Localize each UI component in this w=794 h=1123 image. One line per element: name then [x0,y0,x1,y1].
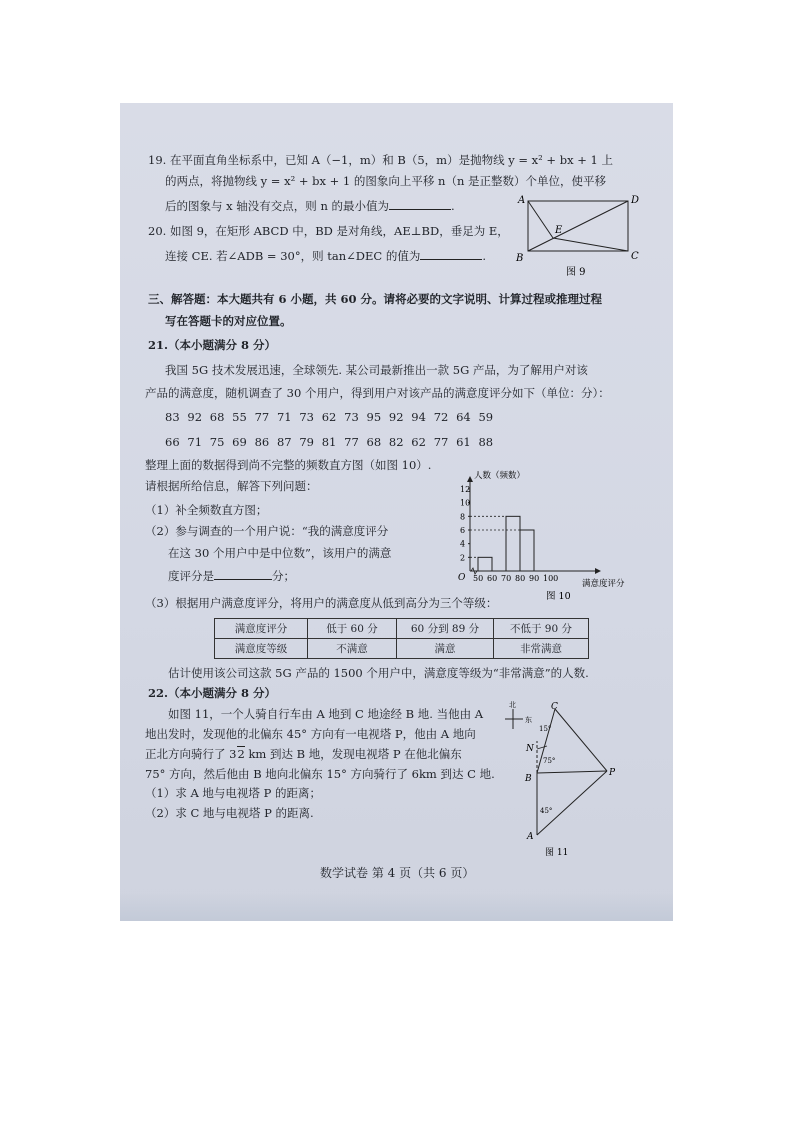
label-c: C [631,251,639,262]
y-axis-arrow [467,476,473,482]
section3-line1: 三、解答题：本大题共有 6 小题，共 60 分。请将必要的文字说明、计算过程或推理过程 [148,292,603,306]
score-value: 92 [388,410,404,424]
label-p: P [609,768,616,778]
q22-line2: 地出发时，发现他的北偏东 45° 方向有一电视塔 P，他由 A 地向 [145,727,476,741]
angle-15-label: 15° [539,725,552,733]
x-tick-label: 90 [529,574,540,583]
x-tick-label: 70 [501,574,512,583]
x-tick-label: 100 [543,574,559,583]
x-axis-label: 满意度评分 [582,579,625,589]
score-value: 86 [254,435,270,449]
q22-line3-rest: km 到达 B 地，发现电视塔 P 在他北偏东 [244,747,462,761]
q20-line2-text: 连接 CE. 若∠ADB = 30°，则 tan∠DEC 的值为 [165,249,421,263]
diagonal-bd [528,201,628,251]
x-tick-label: 80 [515,574,526,583]
table-cell: 低于 60 分 [308,619,397,639]
q19-line2: 的两点，将抛物线 y = x² + bx + 1 的图象向上平移 n（n 是正整数）个单位，使平移 [165,174,607,188]
score-value: 77 [344,435,359,449]
q21-title: 21.（本小题满分 8 分） [148,338,277,352]
page-footer: 数学试卷 第 4 页（共 6 页） [320,866,475,880]
table-row [215,619,589,639]
score-row-2 [165,435,501,449]
y-axis-label: 人数（频数） [474,471,526,481]
q21-intro1: 我国 5G 技术发展迅速，全球领先. 某公司最新推出一款 5G 产品，为了解用户对该 [165,363,588,377]
label-e: E [555,225,563,236]
score-value: 94 [411,410,426,424]
score-value: 82 [388,435,404,449]
score-row-1 [165,410,501,424]
q22-title: 22.（本小题满分 8 分） [148,686,277,700]
label-n: N [526,744,534,754]
satisfaction-level-table [214,618,589,659]
q19-line3-text: 后的图象与 x 轴没有交点，则 n 的最小值为 [165,199,390,213]
score-value: 79 [299,435,314,449]
point-n-marker [537,746,547,749]
q22-line3 [145,747,462,762]
q21-part3: （3）根据用户满意度评分，将用户的满意度从低到高分为三个等级： [145,596,498,610]
score-value: 95 [366,410,382,424]
score-value: 77 [254,410,270,424]
q21-part1: （1）补全频数直方图； [145,503,268,517]
y-tick-label: 10 [460,498,471,508]
segment-bp [537,771,607,773]
compass-east-label: 东 [525,716,532,724]
score-value: 55 [232,410,247,424]
q20-answer-blank [420,248,482,260]
score-value: 64 [456,410,471,424]
score-value: 75 [209,435,225,449]
label-b: B [525,774,532,784]
q22-line3-text: 正北方向骑行了 3 [145,747,237,761]
table-cell: 满意度等级 [215,639,308,659]
q21-part2c-text: 度评分是 [168,569,214,583]
q21-intro2: 产品的满意度，随机调查了 30 个用户，得到用户对该产品的满意度评分如下（单位：分）： [145,386,610,400]
q19-answer-blank [389,198,451,210]
table-cell: 不低于 90 分 [494,619,589,639]
y-tick-label: 12 [460,485,471,494]
score-value: 77 [433,435,449,449]
score-value: 87 [276,435,292,449]
histogram-bar [506,516,520,571]
q21-after2: 请根据所给信息，解答下列问题： [145,479,318,493]
score-value: 73 [299,410,314,424]
label-d: D [631,195,640,206]
q19-period: . [451,199,455,213]
compass-north-label: 北 [509,701,516,709]
q19-line1: 19. 在平面直角坐标系中，已知 A（−1，m）和 B（5，m）是抛物线 y = x² + bx + 1 上 [148,153,613,167]
q22-line4: 75° 方向，然后他由 B 地向北偏东 15° 方向骑行了 6km 到达 C 地. [145,767,495,781]
x-axis-arrow [595,568,601,574]
table-cell: 不满意 [308,639,397,659]
figure-9-rectangle [510,191,640,281]
y-tick-label: 6 [460,526,466,535]
figure-11-caption: 图 11 [545,848,569,858]
label-b: B [516,253,524,264]
segment-ce [553,238,628,251]
score-value: 88 [478,435,494,449]
table-cell: 非常满意 [494,639,589,659]
score-value: 62 [411,435,426,449]
label-a: A [527,832,534,842]
segment-cp [555,709,607,771]
q21-estimate: 估计使用该公司这款 5G 产品的 1500 个用户中，满意度等级为“非常满意”的人数. [168,666,589,680]
score-value: 71 [276,410,292,424]
angle-75-label: 75° [543,757,556,765]
q22-part2: （2）求 C 地与电视塔 P 的距离. [145,806,314,820]
score-value: 62 [321,410,337,424]
score-value: 72 [433,410,449,424]
y-tick-label: 4 [460,539,466,549]
score-value: 81 [321,435,337,449]
q20-period: . [482,249,487,263]
table-cell: 60 分到 89 分 [397,619,494,639]
q22-line1: 如图 11，一个人骑自行车由 A 地到 C 地途经 B 地. 当他由 A [168,707,484,721]
x-tick-label: 60 [487,574,498,583]
q21-after1: 整理上面的数据得到尚不完整的频数直方图（如图 10）. [145,458,432,472]
score-value: 59 [478,410,494,424]
score-value: 68 [209,410,225,424]
score-value: 92 [187,410,203,424]
figure-10-histogram [450,463,630,603]
paper-shadow [120,893,673,921]
y-tick-label: 8 [460,512,466,522]
table-cell: 满意度评分 [215,619,308,639]
segment-ae [528,201,553,238]
angle-45-label: 45° [540,807,553,815]
histogram-bar [478,557,492,571]
q21-part2c [168,568,295,584]
segment-ap [537,771,607,835]
q19-line3 [165,198,455,214]
q21-part2c-unit: 分； [272,569,295,583]
label-a: A [518,195,526,206]
origin-label: O [458,573,466,583]
q21-part2b: 在这 30 个用户中是中位数”，该用户的满意 [168,546,392,560]
histogram-bar [520,530,534,571]
q20-line1: 20. 如图 9，在矩形 ABCD 中，BD 是对角线，AE⊥BD，垂足为 E， [148,224,509,238]
score-value: 68 [366,435,382,449]
figure-10-caption: 图 10 [546,591,571,602]
exam-page-photo [120,103,673,921]
table-cell: 满意 [397,639,494,659]
q20-line2 [165,248,486,264]
table-row [215,639,589,659]
figure-9-caption: 图 9 [566,267,586,278]
figure-11-route-diagram [495,701,635,861]
x-tick-label: 50 [473,574,484,583]
q21-answer-blank [214,568,272,580]
score-value: 83 [165,410,180,424]
score-value: 69 [232,435,247,449]
score-value: 66 [165,435,180,449]
score-value: 61 [456,435,471,449]
sqrt-radicand: 2 [237,747,245,761]
score-value: 71 [187,435,203,449]
q22-part1: （1）求 A 地与电视塔 P 的距离； [145,786,321,800]
section3-line2: 写在答题卡的对应位置。 [165,314,292,328]
y-tick-label: 2 [460,553,466,563]
score-value: 73 [344,410,359,424]
label-c: C [551,702,558,712]
q21-part2a: （2）参与调查的一个用户说：“我的满意度评分 [145,524,389,538]
